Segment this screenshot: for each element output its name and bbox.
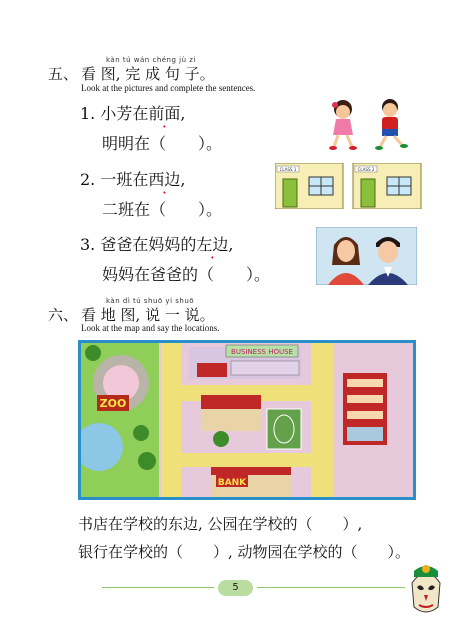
section5-instruction: Look at the pictures and complete the sentences. [81, 83, 256, 93]
item2-number: 2. [80, 170, 96, 189]
zoo-label: ZOO [99, 397, 127, 410]
parents-illustration [316, 227, 417, 285]
road-horizontal-south [161, 453, 333, 467]
road-vertical-west [161, 343, 181, 497]
opera-mask-icon [408, 563, 444, 617]
item3-line2: 妈妈在爸爸的（ ）。 [102, 265, 271, 284]
bank-label: BANK [217, 478, 247, 488]
school-building [201, 409, 261, 431]
class2-sign: CLASS 2 [357, 167, 375, 172]
section5-title: 看 图, 完 成 句 子。 [81, 65, 215, 83]
section5-number: 五、 [48, 65, 79, 83]
boy-figure [375, 99, 408, 150]
school-roof [201, 395, 261, 409]
item1-prefix: 小芳在 [100, 104, 149, 123]
item3-keyword: 左边 [196, 235, 229, 254]
page-number: 5 [218, 580, 253, 596]
item2-keyword: 西边 [148, 170, 181, 189]
kids-illustration [326, 95, 416, 153]
item3-number: 3. [80, 235, 96, 254]
item1-suffix: , [180, 104, 186, 123]
item2-line2: 二班在（ ）。 [102, 200, 223, 219]
item1-line1 [80, 101, 185, 124]
section6-number: 六、 [48, 306, 79, 324]
item3-prefix: 爸爸在妈妈的 [100, 235, 197, 254]
road-vertical-east [311, 343, 333, 497]
map-drawing [81, 343, 413, 497]
item2-prefix: 一班在 [100, 170, 149, 189]
item3-suffix: , [228, 235, 234, 254]
item1-line2: 明明在（ ）。 [102, 134, 223, 153]
item2-suffix: , [180, 170, 186, 189]
item2-line1 [80, 167, 185, 190]
section6-title: 看 地 图, 说 一 说。 [81, 306, 215, 324]
footer-line-left [102, 587, 214, 588]
item1-keyword: 前面 [148, 104, 181, 123]
section6-instruction: Look at the map and say the locations. [81, 323, 220, 333]
map-sentence-2: 银行在学校的（ ）, 动物园在学校的（ ）。 [78, 543, 411, 561]
section6-pinyin: kàn dì tú shuō yi shuō [106, 297, 195, 305]
footer-line-right [257, 587, 405, 588]
classroom-1 [275, 163, 343, 209]
classroom-2 [353, 163, 421, 209]
item3-line1 [80, 232, 233, 255]
class1-sign: CLASS 1 [279, 167, 297, 172]
map-sentence-1: 书店在学校的东边, 公园在学校的（ ）, [78, 515, 363, 533]
classrooms-illustration [275, 163, 422, 209]
item1-number: 1. [80, 104, 96, 123]
business-label: BUSINESS HOUSE [231, 348, 293, 356]
section5-pinyin: kàn tú wán chéng jù zi [106, 56, 196, 64]
town-map [78, 340, 416, 500]
girl-figure [329, 100, 357, 150]
